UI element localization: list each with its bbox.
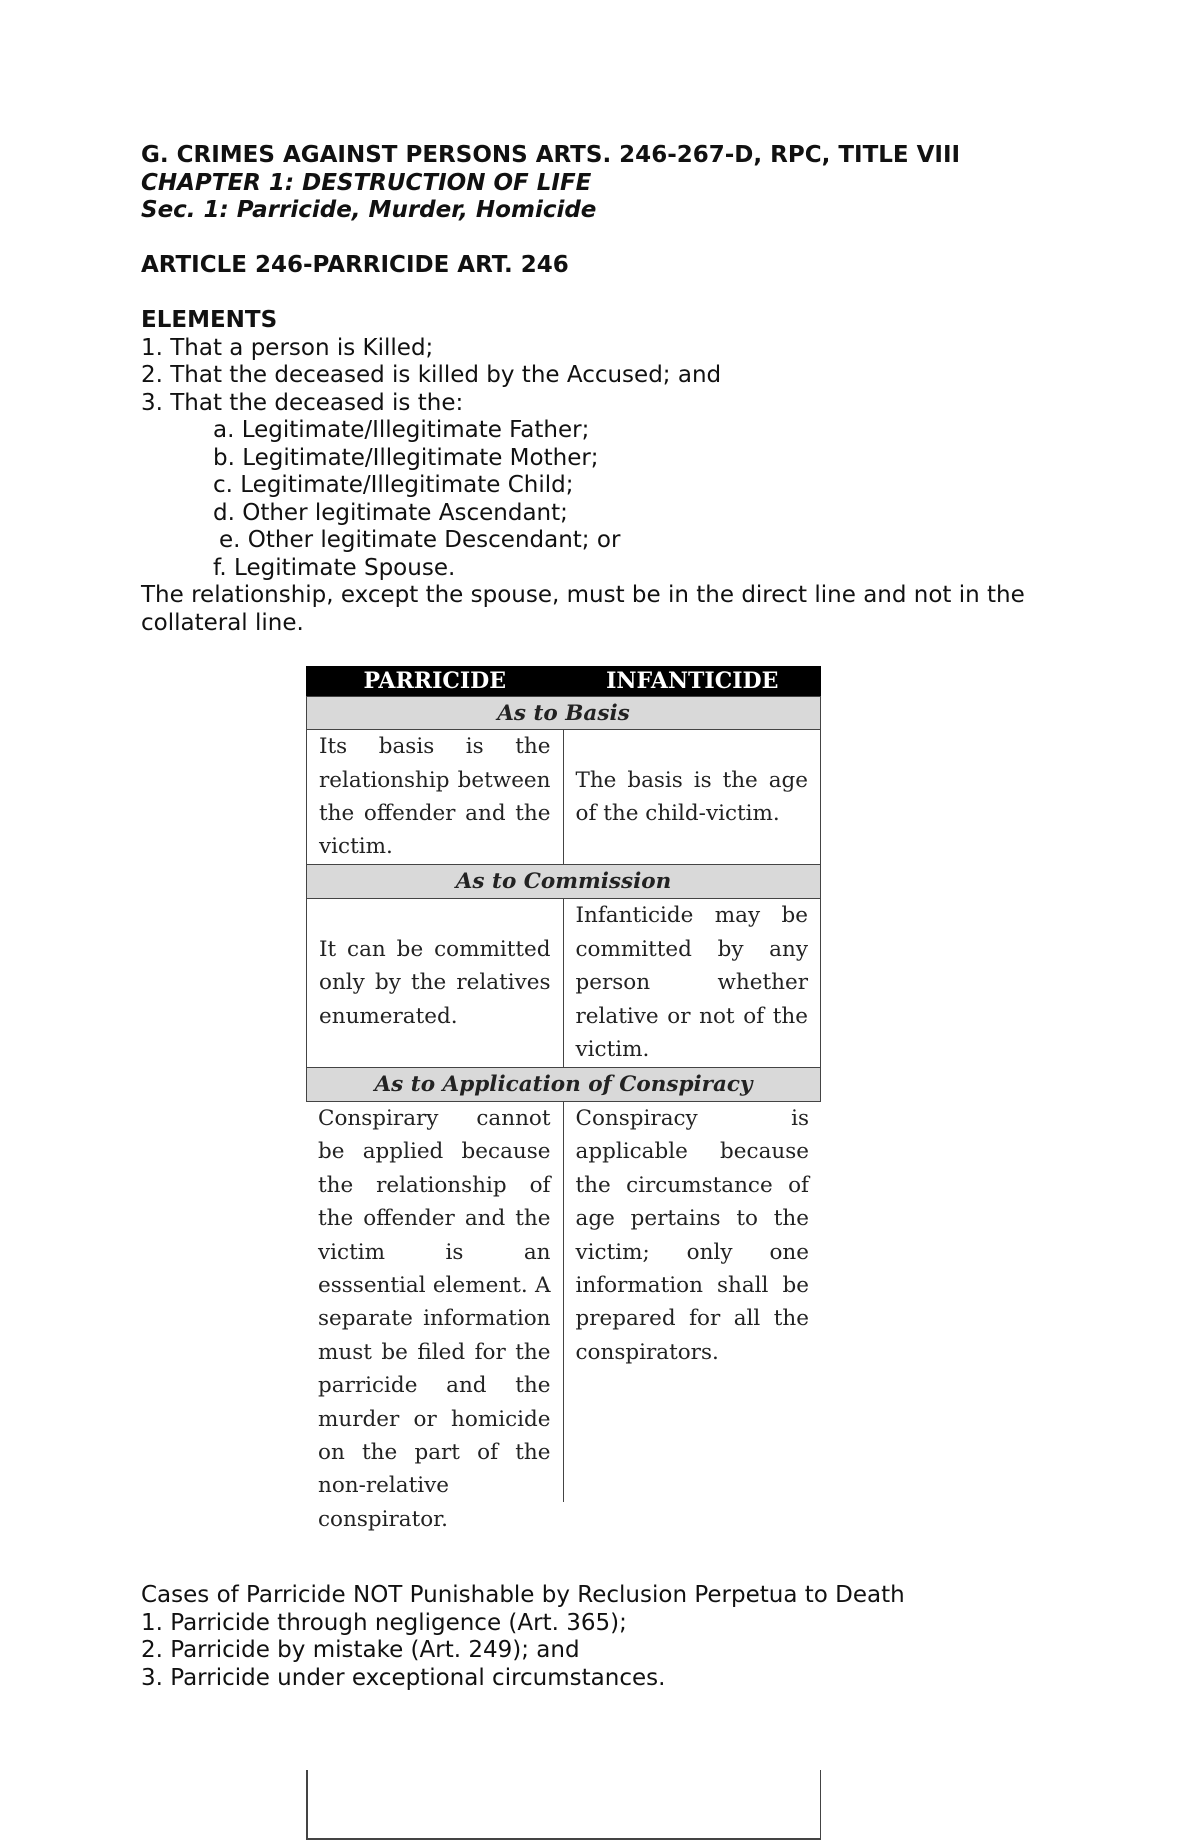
cell-parricide-commission: It can be committed only by the relatives enumerated. bbox=[307, 899, 564, 1067]
cell-parricide-basis: Its basis is the relationship between the offender and the victim. bbox=[307, 730, 564, 864]
section-title-basis: As to Basis bbox=[306, 696, 821, 730]
element-item: 1. That a person is Killed; bbox=[141, 334, 434, 361]
table-header bbox=[306, 666, 821, 696]
section-title-commission: As to Commission bbox=[306, 865, 821, 899]
document-page bbox=[141, 142, 1081, 637]
case-item: 2. Parricide by mistake (Art. 249); and bbox=[141, 1637, 580, 1663]
element-subitem: a. Legitimate/Illegitimate Father; bbox=[213, 417, 590, 443]
element-subitem: f. Legitimate Spouse. bbox=[213, 554, 456, 581]
table-row bbox=[306, 730, 821, 865]
table-row bbox=[306, 1102, 821, 1532]
section-heading: Sec. 1: Parricide, Murder, Homicide bbox=[141, 197, 597, 223]
comparison-table bbox=[306, 666, 821, 1532]
table-row bbox=[306, 899, 821, 1068]
element-subitem: c. Legitimate/Illegitimate Child; bbox=[213, 472, 574, 498]
element-item: 2. That the deceased is killed by the Accused; and bbox=[141, 362, 722, 388]
cell-infanticide-commission: Infanticide may be committed by any person whether relative or not of the victim. bbox=[575, 903, 808, 1063]
element-subitem: d. Other legitimate Ascendant; bbox=[213, 499, 568, 526]
element-subitem: e. Other legitimate Descendant; or bbox=[219, 527, 621, 553]
element-subitem: b. Legitimate/Illegitimate Mother; bbox=[213, 444, 599, 471]
relationship-note: The relationship, except the spouse, must be in the direct line and not in the collateral line. bbox=[141, 582, 1025, 636]
col-header-parricide: PARRICIDE bbox=[363, 668, 507, 694]
doc-title: G. CRIMES AGAINST PERSONS ARTS. 246-267-D, RPC, TITLE VIII bbox=[141, 142, 961, 168]
cell-parricide-conspiracy: Conspirary cannot be applied because the relationship of the offender and the victim is an esssential element. A separate information must be filed for the parricide and the murder or homicide on the part of the non-relative conspirator. bbox=[306, 1102, 564, 1502]
chapter-heading: CHAPTER 1: DESTRUCTION OF LIFE bbox=[141, 169, 592, 196]
elements-heading: ELEMENTS bbox=[141, 307, 278, 333]
case-item: 3. Parricide under exceptional circumstances. bbox=[141, 1664, 666, 1691]
element-item: 3. That the deceased is the: bbox=[141, 389, 464, 416]
col-header-infanticide: INFANTICIDE bbox=[606, 668, 779, 694]
section-title-conspiracy: As to Application of Conspiracy bbox=[306, 1068, 821, 1102]
case-item: 1. Parricide through negligence (Art. 365); bbox=[141, 1609, 627, 1636]
cell-infanticide-conspiracy: Conspiracy is applicable because the circumstance of age pertains to the victim; only one information shall be prepared for all the conspirators. bbox=[575, 1106, 809, 1365]
article-heading: ARTICLE 246-PARRICIDE ART. 246 bbox=[141, 252, 569, 278]
cases-block bbox=[141, 1582, 1081, 1692]
cell-infanticide-basis: The basis is the age of the child-victim. bbox=[575, 767, 808, 826]
cases-heading: Cases of Parricide NOT Punishable by Reclusion Perpetua to Death bbox=[141, 1582, 905, 1608]
